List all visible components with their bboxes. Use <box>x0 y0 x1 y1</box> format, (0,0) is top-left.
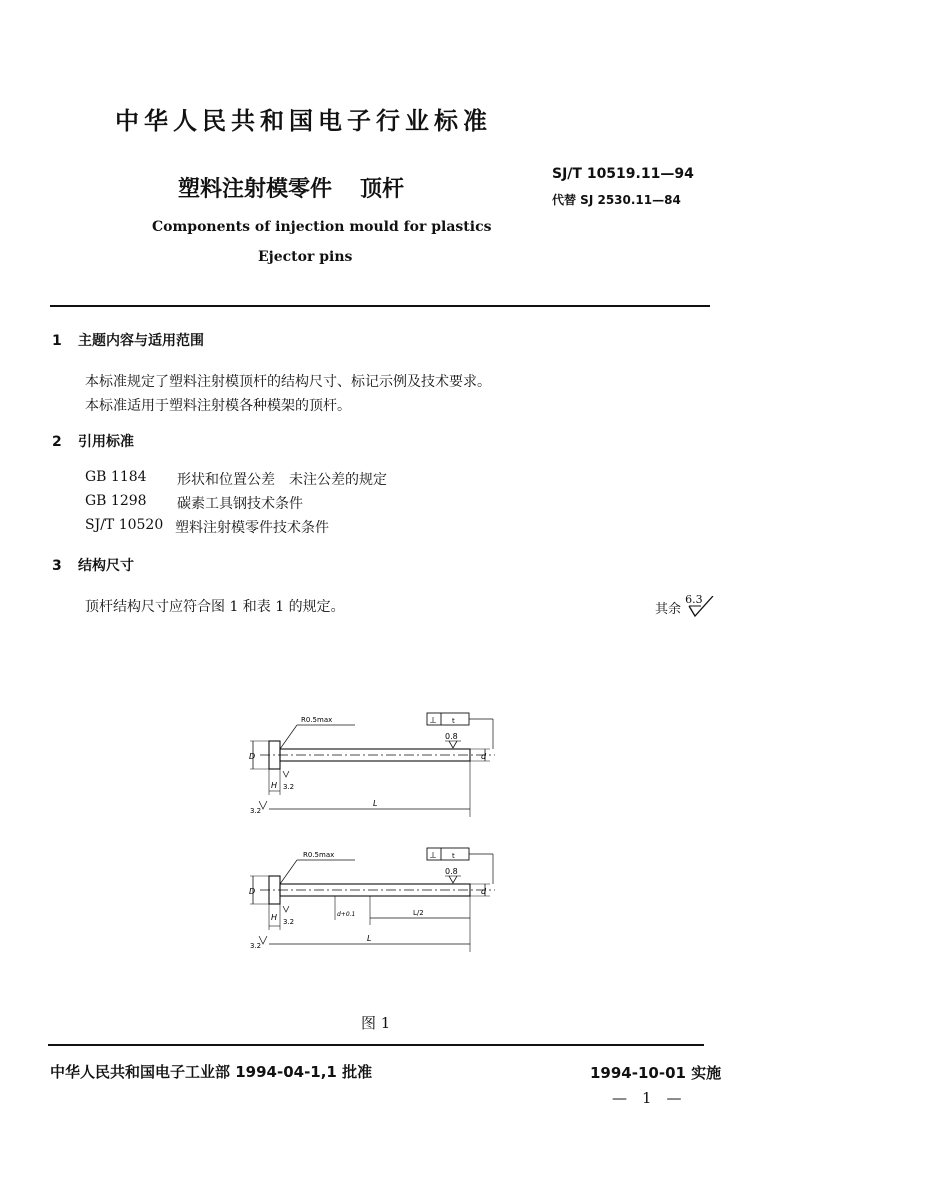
head-roughness: 3.2 <box>283 783 295 791</box>
roughness-symbol-icon <box>687 596 717 624</box>
replaces-standard: 代替 SJ 2530.11—84 <box>552 193 681 207</box>
paragraph: 本标准规定了塑料注射模顶杆的结构尺寸、标记示例及技术要求。 <box>85 374 491 390</box>
dimension-H: H <box>271 781 278 790</box>
title-main: 塑料注射模零件 <box>178 177 333 202</box>
bottom-roughness: 3.2 <box>250 807 262 815</box>
dimension-L-half: L/2 <box>413 909 424 917</box>
roughness-label: 其余 <box>655 602 682 617</box>
document-title-en: Components of injection mould for plastics <box>152 219 492 235</box>
figure-caption: 图 1 <box>361 1014 391 1032</box>
document-title-cn <box>178 172 404 203</box>
roughness-value: 6.3 <box>685 593 703 606</box>
dimension-H: H <box>271 913 278 922</box>
tolerance-symbol: ⟂ <box>430 851 437 861</box>
roughness-note <box>655 590 703 617</box>
radius-label: R0.5max <box>303 851 335 859</box>
section-number: 1 <box>52 333 62 349</box>
standard-category: 中华人民共和国电子行业标准 <box>115 107 492 135</box>
head-roughness: 3.2 <box>283 918 295 926</box>
document-subtitle-en: Ejector pins <box>258 249 353 265</box>
dimension-d: d <box>481 887 487 896</box>
dimension-d1: d+0.1 <box>337 911 356 918</box>
dimension-L: L <box>367 934 372 943</box>
ejector-pin-drawing-bottom <box>245 840 515 960</box>
section-title: 主题内容与适用范围 <box>78 333 204 349</box>
reference-code: GB 1184 <box>85 469 147 485</box>
section-number: 3 <box>52 558 62 574</box>
bottom-roughness: 3.2 <box>250 942 262 950</box>
dimension-D: D <box>249 752 256 761</box>
reference-code: SJ/T 10520 <box>85 517 164 533</box>
reference-title: 塑料注射模零件技术条件 <box>175 520 329 536</box>
section-number: 2 <box>52 434 62 450</box>
roughness-label: 0.8 <box>445 732 458 741</box>
radius-label: R0.5max <box>301 716 333 724</box>
roughness-label: 0.8 <box>445 867 458 876</box>
implementation-date: 1994-10-01 实施 <box>590 1064 722 1082</box>
section-title: 结构尺寸 <box>78 558 134 574</box>
reference-title: 形状和位置公差 未注公差的规定 <box>177 472 387 488</box>
footer-divider <box>48 1044 704 1046</box>
paragraph: 本标准适用于塑料注射模各种模架的顶杆。 <box>85 398 351 414</box>
dimension-L: L <box>373 799 378 808</box>
section-1-heading <box>52 330 204 350</box>
tolerance-value: t <box>452 852 455 860</box>
section-2-heading <box>52 431 134 451</box>
standard-code: SJ/T 10519.11—94 <box>552 166 694 182</box>
ejector-pin-drawing-top <box>245 705 515 825</box>
approval-note: 中华人民共和国电子工业部 1994-04-1,1 批准 <box>50 1063 373 1081</box>
page-number: — 1 — <box>612 1089 682 1107</box>
header-divider <box>50 305 710 307</box>
dimension-D: D <box>249 887 256 896</box>
section-3-heading <box>52 555 134 575</box>
tolerance-symbol: ⟂ <box>430 716 437 726</box>
dimension-d: d <box>481 752 487 761</box>
tolerance-value: t <box>452 717 455 725</box>
reference-title: 碳素工具钢技术条件 <box>177 496 303 512</box>
section-title: 引用标准 <box>78 434 134 450</box>
title-part: 顶杆 <box>360 177 405 202</box>
paragraph: 顶杆结构尺寸应符合图 1 和表 1 的规定。 <box>85 599 345 615</box>
reference-code: GB 1298 <box>85 493 147 509</box>
